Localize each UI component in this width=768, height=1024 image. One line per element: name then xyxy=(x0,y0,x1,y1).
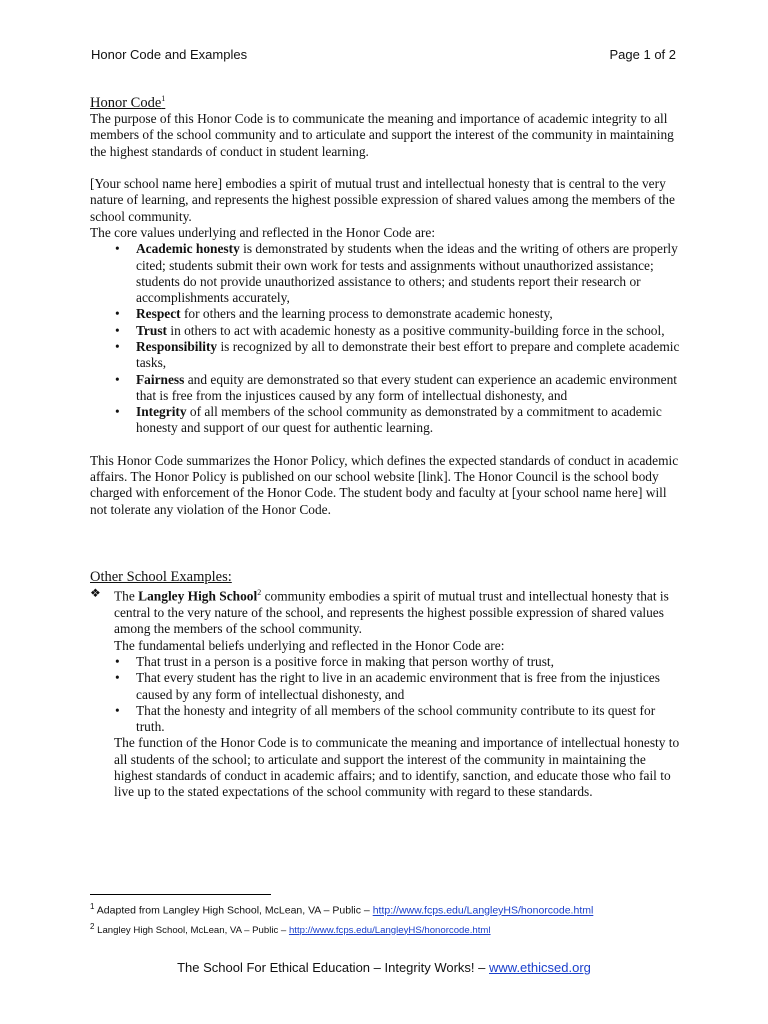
bullet-icon: • xyxy=(115,670,120,686)
function-paragraph: The function of the Honor Code is to communicate the meaning and importance of intellectual honesty to all students of the school; to articulate and support the interest of the community in maintaining the highest standards of conduct in academic affairs; and to identify, sanction, and educate those who fail to live up to the stated expectations of the school community with regard to these standards. xyxy=(114,735,680,800)
footnote-ref-2[interactable]: 2 xyxy=(257,588,262,598)
list-item: • Integrity of all members of the school community as demonstrated by a commitment to academic honesty and support of our quest for authentic learning. xyxy=(115,404,662,436)
beliefs-list xyxy=(114,654,680,735)
bullet-icon: • xyxy=(115,404,120,420)
bullet-icon: • xyxy=(115,322,120,338)
list-item: • That the honesty and integrity of all members of the school community contribute to its quest for truth. xyxy=(115,702,656,735)
list-item: • Responsibility is recognized by all to demonstrate their best effort to prepare and complete academic tasks, xyxy=(115,338,680,371)
footnote-divider xyxy=(90,894,271,895)
footnote-2-link[interactable]: http://www.fcps.edu/LangleyHS/honorcode.html xyxy=(288,924,491,936)
list-item: • That trust in a person is a positive force in making that person worthy of trust, xyxy=(115,653,554,669)
spirit-paragraph: [Your school name here] embodies a spirit of mutual trust and intellectual honesty that is central to the very nature of learning, and represents the highest possible expression of shared values among the members of the school community. xyxy=(90,176,675,224)
footnote-1-link[interactable]: http://www.fcps.edu/LangleyHS/honorcode.html xyxy=(372,904,594,917)
langley-intro: The Langley High School$^2$ community embodies a spirit of mutual trust and intellectual honesty that is central to the very nature of the school, and represents the highest possible expression of shared values among the members of the school community. xyxy=(114,588,669,637)
bullet-icon: • xyxy=(115,306,120,322)
footnote-2: $^2$ Langley High School, McLean, VA – Public – http://www.fcps.edu/LangleyHS/honorcode.html xyxy=(90,921,491,936)
list-item: • Fairness and equity are demonstrated so that every student can experience an academic environment that is free from the injustices caused by any form of intellectual dishonesty, and xyxy=(115,371,678,403)
footer-link[interactable]: www.ethicsed.org xyxy=(489,960,591,975)
bullet-icon: • xyxy=(115,338,120,354)
document-body xyxy=(90,91,680,801)
purpose-paragraph: The purpose of this Honor Code is to communicate the meaning and importance of academic integrity to all members of the school community and to articulate and support the interest of the community in maintaining the highest standards of conduct in student learning. xyxy=(90,111,674,159)
footnotes xyxy=(90,899,593,938)
langley-example xyxy=(90,585,680,800)
core-values-list xyxy=(90,241,680,437)
bullet-icon: • xyxy=(115,653,120,669)
summary-paragraph: This Honor Code summarizes the Honor Policy, which defines the expected standards of conduct in academic affairs. The Honor Policy is published on our school website [link]. The Honor Council is the school body charged with enforcement of the Honor Code. The student body and faculty at [your school name here] will not tolerate any violation of the Honor Code. xyxy=(90,452,679,517)
core-values-intro: The core values underlying and reflected in the Honor Code are: xyxy=(90,224,436,240)
other-examples-heading: Other School Examples: xyxy=(90,568,232,585)
footnote-ref-1[interactable]: 1 xyxy=(161,94,166,103)
bullet-icon: • xyxy=(115,702,120,718)
header-title: Honor Code and Examples xyxy=(91,47,248,62)
page-footer: The School For Ethical Education – Integrity Works! – www.ethicsed.org xyxy=(177,960,591,975)
bullet-icon: • xyxy=(115,241,120,257)
footnote-1: $^1$ Adapted from Langley High School, McLean, VA – Public – http://www.fcps.edu/LangleyHS/honorcode.html xyxy=(90,902,594,917)
beliefs-intro: The fundamental beliefs underlying and reflected in the Honor Code are: xyxy=(114,637,505,653)
page-number: Page 1 of 2 xyxy=(609,47,676,62)
bullet-icon: • xyxy=(115,371,120,387)
honor-code-heading: Honor Code$^1$ xyxy=(90,94,166,111)
diamond-bullet-icon: ❖ xyxy=(90,586,101,601)
list-item: • Academic honesty is demonstrated by students when the ideas and the writing of others are properly cited; students submit their own work for tests and assignments without unauthorized assistance; students do not provide unauthorized assistance to others; and students report their research or accomplishments accurately, xyxy=(115,241,678,306)
list-item: • That every student has the right to live in an academic environment that is free from the injustices caused by any form of intellectual dishonesty, and xyxy=(115,670,660,702)
list-item: • Trust in others to act with academic honesty as a positive community-building force in the school, xyxy=(115,322,665,338)
list-item: • Respect for others and the learning process to demonstrate academic honesty, xyxy=(115,306,553,322)
